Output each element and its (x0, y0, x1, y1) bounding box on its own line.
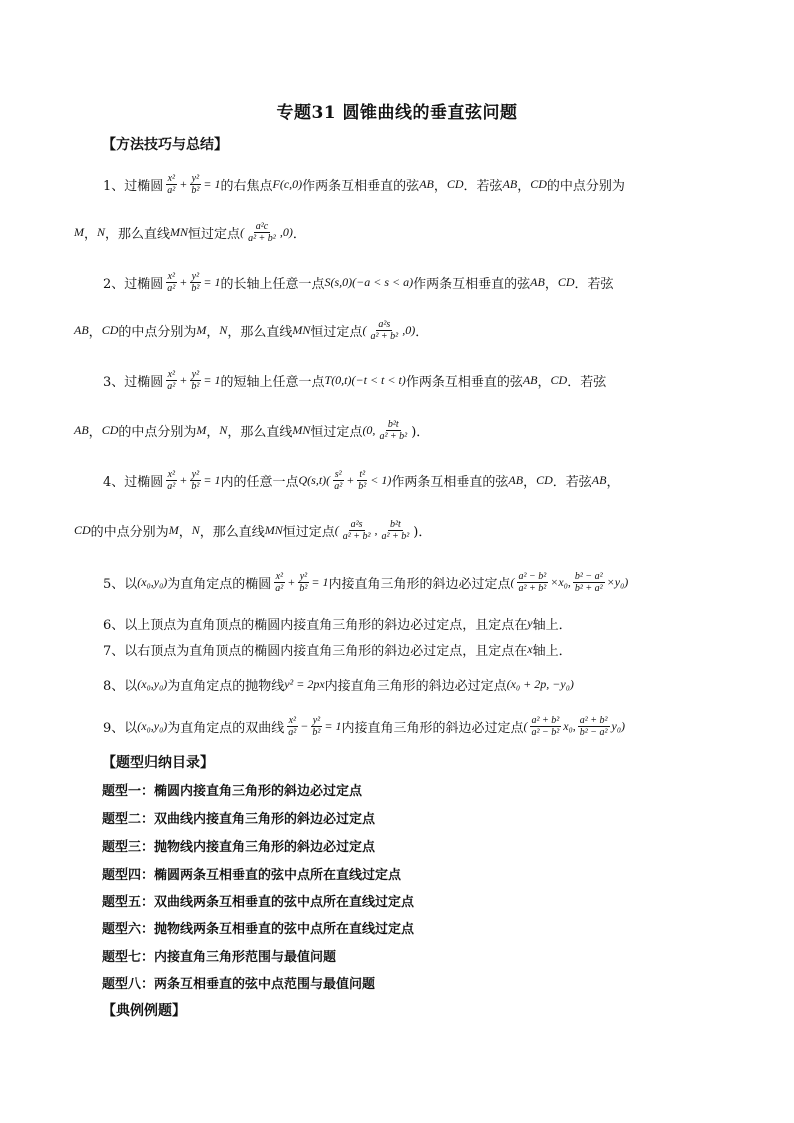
item-4-line-2: CD 的中点分别为 M ， N ，那么直线 MN 恒过定点 ( $\frac{\text{a²s}}{\text{a² + b²}}$ , $\frac{\text{b²t}}{\text{a² + b²}}$ )． (74, 518, 432, 542)
section-types-heading: 【题型归纳目录】 (102, 755, 214, 771)
toc-item: 题型二：双曲线内接直角三角形的斜边必过定点 (102, 812, 376, 827)
item-2-line-2: AB ， CD 的中点分别为 M ， N ，那么直线 MN 恒过定点 ( $\frac{\text{a²s}}{\text{a² + b²}}$ ,0) ． (74, 318, 429, 342)
toc-item: 题型六：抛物线两条互相垂直的弦中点所在直线过定点 (102, 922, 415, 937)
item-7: 7、以右顶点为直角顶点的椭圆内接直角三角形的斜边必过定点，且定点在 x 轴上． (103, 641, 572, 659)
page-title: 专题31 圆锥曲线的垂直弦问题 (276, 103, 518, 123)
section-examples-heading: 【典例例题】 (102, 1003, 186, 1019)
item-3-line-1: 3、过椭圆 $\frac{\text{x²}}{\text{a²}}$ + $\frac{\text{y²}}{\text{b²}}$ = 1 的短轴上任意一点 T(0,t)(−t < t < t) 作两条互相垂直的弦 AB ， CD ．若弦 (103, 368, 607, 392)
item-1-line-1: 1、过椭圆 $\frac{\text{x²}}{\text{a²}}$ + $\frac{\text{y²}}{\text{b²}}$ = 1 的右焦点 F(c,0) 作两条互相垂直的弦 AB ， CD ．若弦 AB ， CD 的中点分别为 (103, 172, 625, 196)
item-8: 8、以 (x₀,y₀) 为直角定点的抛物线 y² = 2px 内接直角三角形的斜边必过定点 (x₀ + 2p, −y₀) (103, 676, 574, 694)
toc-item: 题型四：椭圆两条互相垂直的弦中点所在直线过定点 (102, 868, 402, 883)
fraction-x2-a2: $\frac{\text{x²}}{\text{a²}}$ (167, 172, 176, 196)
item-5: 5、以 (x₀,y₀) 为直角定点的椭圆 $\frac{\text{x²}}{\text{a²}}$ + $\frac{\text{y²}}{\text{b²}}$ = 1 内接直角三角形的斜边必过定点 ( $\frac{\text{a² − b²}}{\text{a² + b²}}$ × x₀ , $\frac{\text{b² − a²}}{\text{b² + a²}}$ × y₀ ) (103, 570, 629, 594)
toc-item: 题型一：椭圆内接直角三角形的斜边必过定点 (102, 784, 363, 799)
item-9: 9、以 (x₀,y₀) 为直角定点的双曲线 $\frac{\text{x²}}{\text{a²}}$ − $\frac{\text{y²}}{\text{b²}}$ = 1 内接直角三角形的斜边必过定点 ( $\frac{\text{a² + b²}}{\text{a² − b²}}$ x₀ , $\frac{\text{a² + b²}}{\text{b² − a²}}$ y₀ ) (103, 714, 626, 738)
item-6: 6、以上顶点为直角顶点的椭圆内接直角三角形的斜边必过定点，且定点在 y 轴上． (103, 615, 572, 633)
fraction-y2-b2: $\frac{\text{y²}}{\text{b²}}$ (191, 172, 200, 196)
item-2-line-1: 2、过椭圆 $\frac{\text{x²}}{\text{a²}}$ + $\frac{\text{y²}}{\text{b²}}$ = 1 的长轴上任意一点 S(s,0)(−a < s < a) 作两条互相垂直的弦 AB ， CD ．若弦 (103, 270, 614, 294)
item-4-line-1: 4、过椭圆 $\frac{\text{x²}}{\text{a²}}$ + $\frac{\text{y²}}{\text{b²}}$ = 1 内的任意一点 Q(s,t)( $\frac{\text{s²}}{\text{a²}}$ + $\frac{\text{t²}}{\text{b²}}$ < 1) 作两条互相垂直的弦 AB ， CD ．若弦 AB ， (103, 468, 620, 492)
toc-item: 题型三：抛物线内接直角三角形的斜边必过定点 (102, 840, 376, 855)
toc-item: 题型七：内接直角三角形范围与最值问题 (102, 950, 337, 965)
toc-item: 题型八：两条互相垂直的弦中点范围与最值问题 (102, 977, 376, 992)
item-1-line-2: M ， N ，那么直线 MN 恒过定点 ( $\frac{\text{a²c}}{\text{a² + b²}}$ ,0) ． (74, 220, 306, 244)
toc-item: 题型五：双曲线两条互相垂直的弦中点所在直线过定点 (102, 895, 415, 910)
item-3-line-2: AB ， CD 的中点分别为 M ， N ，那么直线 MN 恒过定点 (0, $\frac{\text{b²t}}{\text{a² + b²}}$ )． (74, 418, 430, 442)
section-methods-heading: 【方法技巧与总结】 (102, 137, 228, 153)
